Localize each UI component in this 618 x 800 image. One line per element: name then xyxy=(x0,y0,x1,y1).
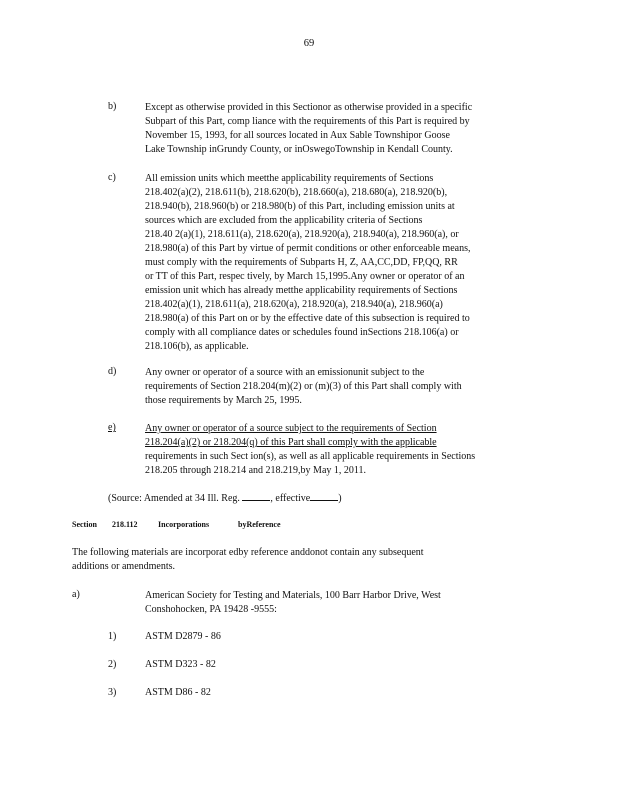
text-line: November 15, 1993, for all sources located in Aux Sable Townshipor Goose xyxy=(145,130,450,141)
paragraph-label: d) xyxy=(108,366,117,377)
text-line: All emission units which meetthe applicability requirements of Sections xyxy=(145,173,434,184)
text-line: 218.402(a)(2), 218.611(b), 218.620(b), 218.660(a), 218.680(a), 218.920(b), xyxy=(145,187,448,198)
sub-item-number: 3) xyxy=(108,687,117,698)
text-line: 218.204(a)(2) or 218.204(q) of this Part shall comply with the applicable xyxy=(145,437,437,448)
text-line: The following materials are incorporat edby reference anddonot contain any subsequent xyxy=(72,547,424,558)
sub-item-1 xyxy=(108,631,221,642)
paragraph-text xyxy=(145,366,548,408)
section-title-part1: Incorporations xyxy=(158,520,210,529)
text-line: American Society for Testing and Materials, 100 Barr Harbor Drive, West xyxy=(145,590,441,601)
text-line: Subpart of this Part, comp liance with the requirements of this Part is required by xyxy=(145,116,470,127)
text-line: 218.980(a) of this Part by virtue of permit conditions or other enforceable means, xyxy=(145,243,471,254)
list-label: a) xyxy=(72,589,80,600)
text-line: 218.106(b), as applicable. xyxy=(145,341,249,352)
text-line: 218.402(a)(1), 218.611(a), 218.620(a), 218.920(a), 218.940(a), 218.960(a) xyxy=(145,299,443,310)
paragraph-text xyxy=(145,422,548,478)
text-line: or TT of this Part, respec tively, by March 15,1995.Any owner or operator of an xyxy=(145,271,465,282)
text-line: Any owner or operator of a source with an emissionunit subject to the xyxy=(145,367,425,378)
text-line: 218.205 through 218.214 and 218.219,by May 1, 2011. xyxy=(145,465,367,476)
effective-date-blank xyxy=(310,491,338,501)
source-prefix: (Source: Amended at 34 Ill. Reg. xyxy=(108,493,240,504)
register-page-blank xyxy=(242,491,270,501)
text-line: Lake Township inGrundy County, or inOswegoTownship in Kendall County. xyxy=(145,144,453,155)
paragraph-text xyxy=(145,172,548,354)
sub-item-text: ASTM D323 - 82 xyxy=(145,659,216,670)
text-line: comply with all compliance dates or schedules found inSections 218.106(a) or xyxy=(145,327,459,338)
intro-paragraph xyxy=(72,546,424,574)
text-line: additions or amendments. xyxy=(72,561,176,572)
text-line: Except as otherwise provided in this Sectionor as otherwise provided in a specific xyxy=(145,102,473,113)
source-suffix: ) xyxy=(338,493,342,504)
section-number: 218.112 xyxy=(112,520,138,529)
text-line: 218.940(b), 218.960(b) or 218.980(b) of this Part, including emission units at xyxy=(145,201,455,212)
list-text xyxy=(145,589,552,617)
text-line: Any owner or operator of a source subject to the requirements of Section xyxy=(145,423,437,434)
sub-item-text: ASTM D2879 - 86 xyxy=(145,631,221,642)
text-line: requirements in such Sect ion(s), as well as all applicable requirements in Sections xyxy=(145,451,476,462)
sub-item-number: 2) xyxy=(108,659,117,670)
source-middle: , effective xyxy=(270,493,311,504)
text-line: 218.40 2(a)(1), 218.611(a), 218.620(a), 218.920(a), 218.940(a), 218.960(a), or xyxy=(145,229,459,240)
sub-item-text: ASTM D86 - 82 xyxy=(145,687,211,698)
section-heading xyxy=(72,520,281,529)
paragraph-label: c) xyxy=(108,172,116,183)
sub-item-number: 1) xyxy=(108,631,117,642)
text-line: requirements of Section 218.204(m)(2) or (m)(3) of this Part shall comply with xyxy=(145,381,462,392)
text-line: Conshohocken, PA 19428 -9555: xyxy=(145,604,277,615)
sub-item-2 xyxy=(108,659,216,670)
paragraph-label: b) xyxy=(108,101,117,112)
page-number: 69 xyxy=(303,38,315,49)
section-word: Section xyxy=(72,520,97,529)
sub-item-3 xyxy=(108,687,211,698)
paragraph-text xyxy=(145,101,548,157)
text-line: sources which are excluded from the applicability criteria of Sections xyxy=(145,215,423,226)
text-line: must comply with the requirements of Subparts H, Z, AA,CC,DD, FP,QQ, RR xyxy=(145,257,458,268)
text-line: those requirements by March 25, 1995. xyxy=(145,395,302,406)
source-note xyxy=(108,491,342,504)
text-line: emission unit which has already metthe applicability requirements of Sections xyxy=(145,285,458,296)
section-title-part2: byReference xyxy=(238,520,281,529)
text-line: 218.980(a) of this Part on or by the effective date of this subsection is required to xyxy=(145,313,470,324)
paragraph-label: e) xyxy=(108,422,116,433)
